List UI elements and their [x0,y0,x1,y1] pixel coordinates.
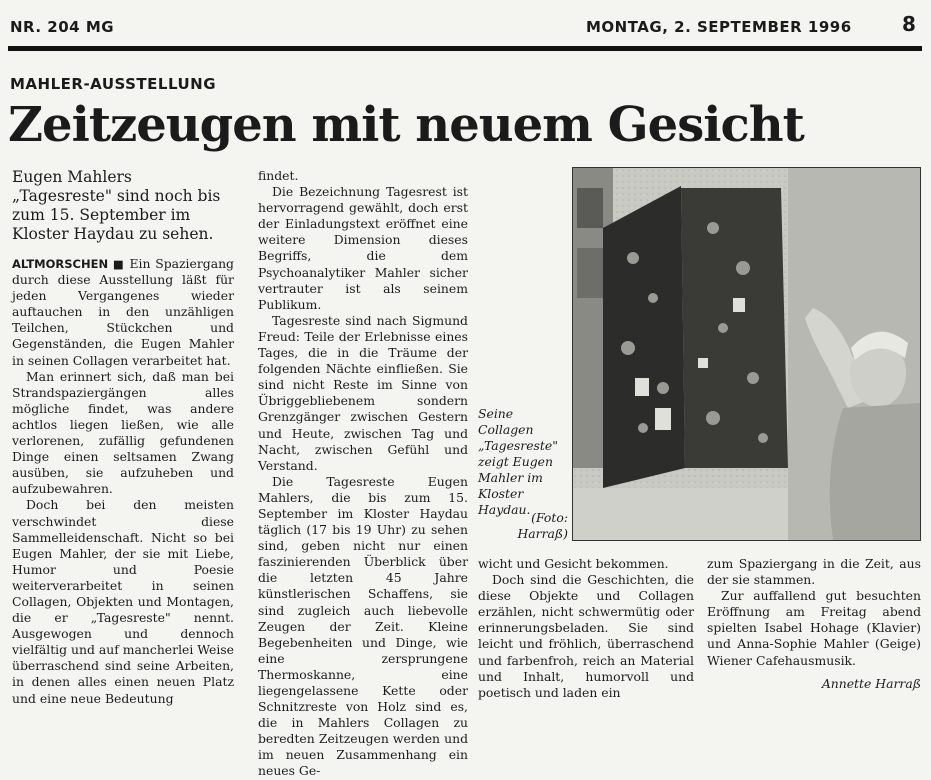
column-2 [258,168,468,779]
page-number: 8 [902,12,917,36]
paragraph-7: wicht und Gesicht bekommen. [478,556,669,571]
paragraph-1: ALTMORSCHEN ■ Ein Spaziergang durch diese Ausstellung läßt für jeden Vergangenes wieder auftauchen in den unzähligen Teilchen, Stückchen und Gegenständen, die Eugen Mahler in seinen Collagen verarbeitet hat. [12,256,234,368]
author-byline: Annette Harraß [821,676,921,691]
paragraph-3-continued: findet. [258,168,299,183]
paragraph-8: Doch sind die Geschichten, die diese Objekte und Collagen erzählen, nicht schwermütig oder erinnerungsbeladen. Sie sind leicht und fröhlich, überraschend und farbenfroh, reich an Material und Inhalt, humorvoll und poetisch und laden ein [478,572,694,700]
photo-credit: (Foto: Harraß) [517,510,568,541]
issue-number: NR. 204 MG [10,18,115,36]
issue-date: MONTAG, 2. SEPTEMBER 1996 [586,18,852,36]
header-rule [8,46,922,51]
paragraph-5: Tagesreste sind nach Sigmund Freud: Teile der Erlebnisse eines Tages, die in die Träume der folgenden Nächte einfließen. Sie sind nicht Reste im Sinne von Übriggebliebenem sondern Grenzgänger zwischen Gestern und Heute, zwischen Tag und Nacht, zwischen Gefühl und Verstand. [258,312,468,473]
headline: Zeitzeugen mit neuem Gesicht [8,97,804,153]
paragraph-2: Man erinnert sich, daß man bei Strandspaziergängen alles mögliche findet, was andere achtlos liegen ließen, wie alle verlorenen, zufällig gefundenen Dinge einen seltsamen Zwang ausüben, sie aufzuheben und aufzubewahren. [12,368,234,497]
subheadline: Eugen Mahlers „Tagesreste" sind noch bis zum 15. September im Kloster Haydau zu sehen. [12,168,221,243]
dateline: ALTMORSCHEN ■ [12,257,125,271]
paragraph-4: Die Bezeichnung Tagesrest ist hervorragend gewählt, doch erst der Einladungstext eröffnet eine weitere Dimension dieses Begriffs, die dem Psychoanalytiker Mahler sicher vertrauter ist als seinem Publikum. [258,184,468,312]
column-3 [478,556,694,700]
paragraph-3: Doch bei den meisten verschwindet diese Sammelleidenschaft. Nicht so bei Eugen Mahler, der sie mit Liebe, Humor und Poesie weiterverarbeitet in seinen Collagen, Objekten und Montagen, die er „Tagesreste" nennt. Ausgewogen und dennoch vielfältig und auf mancherlei Weise überraschend sind seine Arbeiten, in denen alles einen neuen Platz und eine neue Bedeutung [12,497,234,706]
kicker: MAHLER-AUSSTELLUNG [10,75,217,93]
article-photo [572,167,921,541]
column-4 [707,556,921,696]
paragraph-10: Zur auffallend gut besuchten Eröffnung am Freitag abend spielten Isabel Hohage (Klavier) und Anna-Sophie Mahler (Geige) Wiener Cafehausmusik. [707,588,921,668]
paragraph-6: Die Tagesreste Eugen Mahlers, die bis zum 15. September im Kloster Haydau täglich (17 bis 19 Uhr) zu sehen sind, geben nicht nur einen faszinierenden Überblick über die letzten 45 Jahre künstlerischen Schaffens, sie sind zugleich auch liebevolle Zeugen der Zeit. Kleine Begebenheiten und Dinge, wie eine zersprungene Thermoskanne, eine liegengelassene Kette oder Schnitzreste von Holz sind es, die in Mahlers Collagen zu beredten Zeitzeugen werden und im neuen Zusammenhang ein neues Ge- [258,473,468,779]
collage-photo-illustration [573,168,920,540]
paragraph-9: zum Spaziergang in die Zeit, aus der sie stammen. [707,556,921,588]
column-1 [12,168,234,704]
photo-caption: Seine Collagen „Tagesreste" zeigt Eugen Mahler im Kloster Haydau. [478,406,558,517]
